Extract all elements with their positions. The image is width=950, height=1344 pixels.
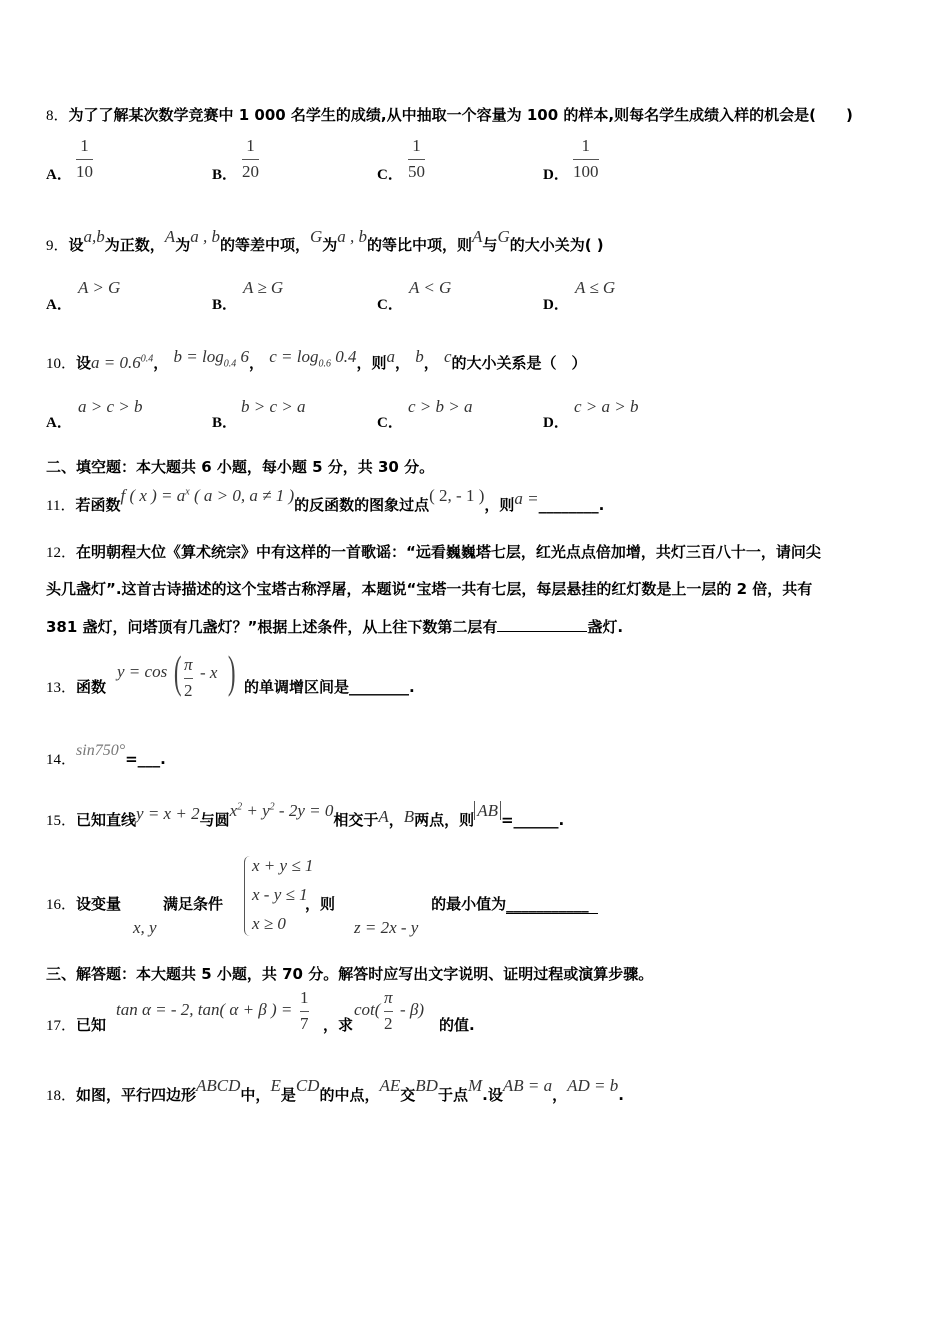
answer-blank [497, 631, 587, 632]
question-15: 15．已知直线y = x + 2与圆$x^2 + y^2 - 2y = 0$相交于A，B两点，则 AB =______. [46, 801, 565, 829]
objective-expr: z = 2x - y [354, 918, 419, 937]
option-label: A． [46, 415, 72, 431]
question-9: 9．设a,b为正数，A为a , b的等差中项，G为a , b的等比中项，则A与G的大小关为( ) [46, 227, 604, 254]
answer-blank: ________ [349, 678, 410, 696]
question-18: 18．如图，平行四边形ABCD中，E是CD的中点，AE交BD于点M.设AB = a，AD = b. [46, 1076, 624, 1104]
constraint-2: x - y ≤ 1 [252, 885, 308, 904]
option-label: D． [543, 297, 569, 313]
question-13: 13．函数 的单调增区间是________. [46, 678, 415, 696]
option-fraction: 1 20 [242, 136, 259, 181]
question-number: 16． [46, 897, 77, 913]
question-number: 15． [46, 813, 77, 829]
option-fraction: 1 10 [76, 136, 93, 181]
question-11: 11．若函数f ( x ) = $a^x$ ( a > 0, a ≠ 1 )的反函数的图象过点( 2, - 1 )，则a =________. [46, 486, 605, 514]
question-12-line-2: 头几盏灯”.这首古诗描述的这个宝塔古称浮屠，本题说“宝塔一共有七层，每层悬挂的红灯数是上一层的 2 倍，共有 [46, 580, 813, 598]
fraction-pi-over-2: π 2 [384, 988, 393, 1033]
answer-blank: ______ [513, 811, 559, 829]
option-label: C． [377, 297, 403, 313]
option-expr: A ≥ G [243, 278, 284, 297]
option-expr: c > b > a [408, 397, 473, 416]
question-number: 9． [46, 238, 69, 254]
section-heading-fill-in: 二、填空题：本大题共 6 小题，每小题 5 分，共 30 分。 [46, 458, 435, 476]
fraction-pi-over-2: π 2 [184, 655, 193, 700]
left-paren: ( [173, 646, 182, 697]
target-expr-tail: - β) [400, 1000, 425, 1019]
answer-blank: ___________ [506, 895, 598, 914]
answer-blank: ________ [538, 496, 599, 514]
option-label: C． [377, 415, 403, 431]
right-paren: ) [227, 646, 236, 697]
section-heading-solutions: 三、解答题：本大题共 5 小题，共 70 分。解答时应写出文字说明、证明过程或演算步骤。 [46, 965, 654, 983]
question-10: 10．设$a = 0.6^{0.4}$， $b = \log_{0.4} 6$， $c = \log_{0.6} 0.4$，则a， b， c的大小关系是（ ） [46, 347, 587, 372]
option-label: B． [212, 415, 238, 431]
question-number: 17． [46, 1018, 77, 1034]
given-expr: tan α = - 2, tan( α + β ) = [116, 1000, 293, 1019]
question-16: 16．设变量 满足条件 ，则 的最小值为___________ [46, 893, 598, 914]
variables: x, y [133, 918, 157, 937]
question-12-line-1: 12．在明朝程大位《算术统宗》中有这样的一首歌谣：“远看巍巍塔七层，红光点点倍加增，共灯三百八十一，请问尖 [46, 543, 821, 561]
option-label: C． [377, 167, 403, 183]
option-label: A． [46, 167, 72, 183]
option-label: D． [543, 167, 569, 183]
option-expr: A > G [78, 278, 121, 297]
function-expr-tail: - x [200, 663, 218, 682]
question-number: 10． [46, 356, 77, 372]
fraction-1-over-7: 1 7 [300, 988, 309, 1033]
target-expr: cot( [354, 1000, 381, 1019]
question-12-line-3: 381 盏灯，问塔顶有几盏灯？”根据上述条件，从上往下数第二层有 盏灯. [46, 618, 624, 636]
option-expr: A ≤ G [575, 278, 616, 297]
question-number: 14． [46, 752, 77, 768]
option-fraction: 1 50 [408, 136, 425, 181]
option-label: D． [543, 415, 569, 431]
option-label: A． [46, 297, 72, 313]
function-expr: y = cos [117, 662, 168, 681]
question-number: 11． [46, 498, 76, 514]
question-8 [46, 104, 853, 125]
option-expr: b > c > a [241, 397, 306, 416]
question-text: 为了了解某次数学竞赛中 1 000 名学生的成绩,从中抽取一个容量为 100 的样本,则每名学生成绩入样的机会是( ) [68, 106, 853, 124]
option-expr: A < G [409, 278, 452, 297]
option-expr: c > a > b [574, 397, 639, 416]
constraint-3: x ≥ 0 [252, 914, 286, 933]
question-number: 13． [46, 680, 77, 696]
question-14: 14．sin750°=___. [46, 742, 166, 768]
option-label: B． [212, 297, 238, 313]
sin-expr: sin750° [76, 742, 126, 759]
question-number: 12． [46, 545, 77, 561]
option-fraction: 1 100 [573, 136, 599, 181]
option-label: B． [212, 167, 238, 183]
question-number: 18． [46, 1088, 77, 1104]
question-number: 8． [46, 108, 69, 124]
constraint-1: x + y ≤ 1 [252, 856, 314, 875]
answer-blank: ___ [137, 750, 161, 768]
question-17: 17．已知 ，求 的值. [46, 1016, 475, 1034]
option-expr: a > c > b [78, 397, 143, 416]
